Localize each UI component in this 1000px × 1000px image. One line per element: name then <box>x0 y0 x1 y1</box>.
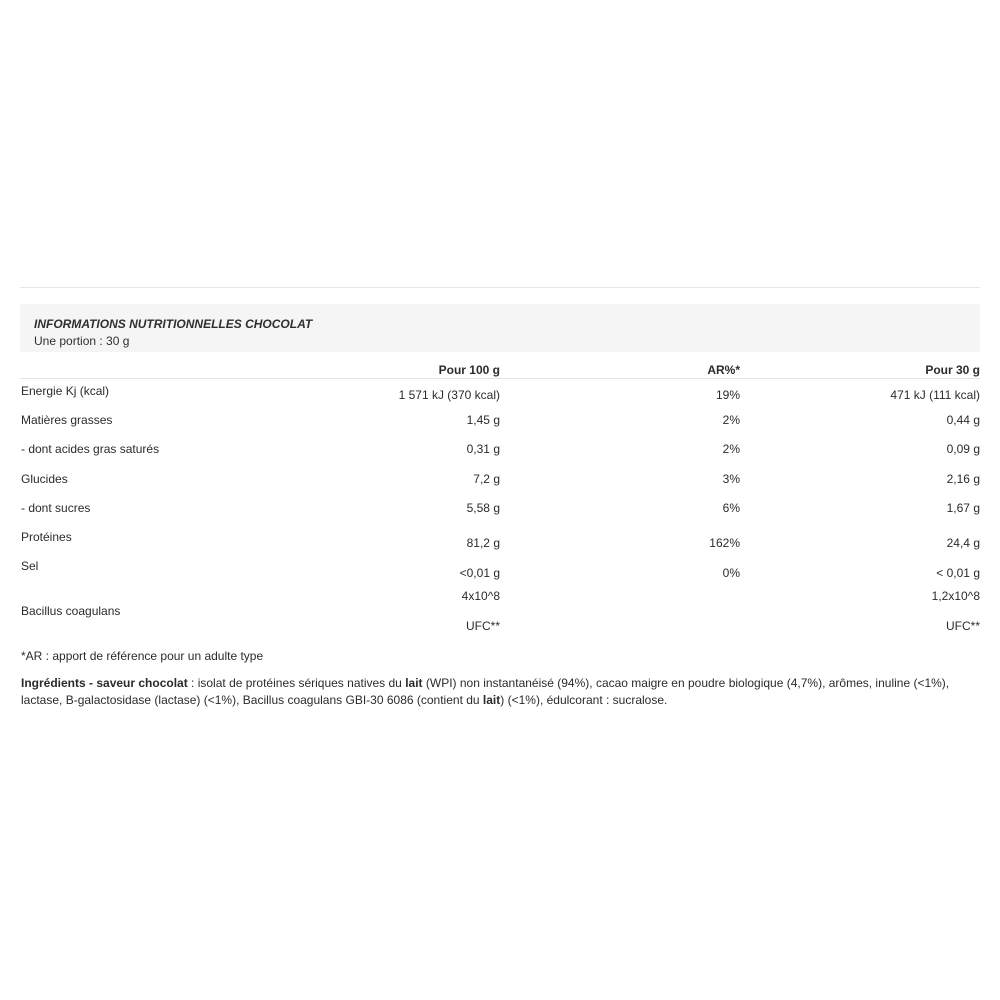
value-per-30g: 0,44 g <box>946 413 980 427</box>
ingredients-part: : isolat de protéines sériques natives du <box>187 676 406 690</box>
row-label: Protéines <box>21 530 72 544</box>
ingredients-part: (WPI) non instantanéisé (94%), cacao maigre en poudre biologique (4,7%), arômes, inuline (<1%), lactase, B-galactosidase (lactase) (<1%), Bacillus coagulans GBI-30 6086 (contient du <box>21 676 950 707</box>
row-label: - dont acides gras saturés <box>21 442 160 456</box>
value-per-30g: 1,67 g <box>946 501 980 515</box>
value-per-100g: 81,2 g <box>466 536 500 550</box>
value-per-100g: 1 571 kJ (370 kcal) <box>398 388 500 402</box>
value-per-100g-line1: 4x10^8 <box>461 589 500 603</box>
ingredients-part: ) (<1%), édulcorant : sucralose. <box>500 693 668 707</box>
table-row <box>20 528 980 554</box>
portion-size: Une portion : 30 g <box>34 334 130 348</box>
value-per-30g-line2: UFC** <box>945 619 980 633</box>
value-per-100g-line2: UFC** <box>465 619 500 633</box>
value-per-30g: < 0,01 g <box>936 566 980 580</box>
value-per-100g: 5,58 g <box>466 501 500 515</box>
value-ar: 0% <box>722 566 740 580</box>
table-row <box>20 558 980 584</box>
column-header-ar: AR%* <box>707 363 740 377</box>
value-ar: 3% <box>722 472 740 486</box>
table-header-row <box>20 360 980 379</box>
allergen-milk: lait <box>405 676 423 690</box>
nutrition-title: INFORMATIONS NUTRITIONNELLES CHOCOLAT <box>34 317 313 331</box>
table-row <box>20 440 980 466</box>
row-label: Energie Kj (kcal) <box>21 384 110 398</box>
table-row <box>20 381 980 407</box>
value-ar: 19% <box>715 388 740 402</box>
value-per-100g: 7,2 g <box>473 472 500 486</box>
column-header-per-30g: Pour 30 g <box>925 363 980 377</box>
row-label: Glucides <box>21 472 68 486</box>
ar-footnote: *AR : apport de référence pour un adulte type <box>21 649 264 663</box>
value-per-30g: 2,16 g <box>946 472 980 486</box>
table-row <box>20 588 980 634</box>
allergen-milk: lait <box>482 693 501 707</box>
table-row <box>20 499 980 525</box>
row-label: - dont sucres <box>21 501 91 515</box>
row-label: Matières grasses <box>21 413 113 427</box>
row-label: Bacillus coagulans <box>21 604 121 618</box>
table-row <box>20 469 980 495</box>
value-per-30g: 471 kJ (111 kcal) <box>890 388 980 402</box>
nutrition-table <box>20 360 980 633</box>
value-per-30g: 24,4 g <box>946 536 980 550</box>
row-label: Sel <box>21 559 39 573</box>
value-ar: 6% <box>722 501 740 515</box>
top-divider <box>20 287 980 288</box>
value-per-100g: <0,01 g <box>459 566 500 580</box>
value-per-30g: 0,09 g <box>946 442 980 456</box>
value-per-100g: 0,31 g <box>466 442 500 456</box>
value-per-100g: 1,45 g <box>466 413 500 427</box>
column-header-per-100g: Pour 100 g <box>438 363 500 377</box>
value-ar: 2% <box>722 442 740 456</box>
value-ar: 2% <box>722 413 740 427</box>
nutrition-header <box>20 304 980 352</box>
value-ar: 162% <box>709 536 740 550</box>
ingredients-text <box>21 675 956 709</box>
value-per-30g-line1: 1,2x10^8 <box>931 589 980 603</box>
table-row <box>20 411 980 437</box>
ingredients-label: Ingrédients - saveur chocolat <box>21 676 188 690</box>
